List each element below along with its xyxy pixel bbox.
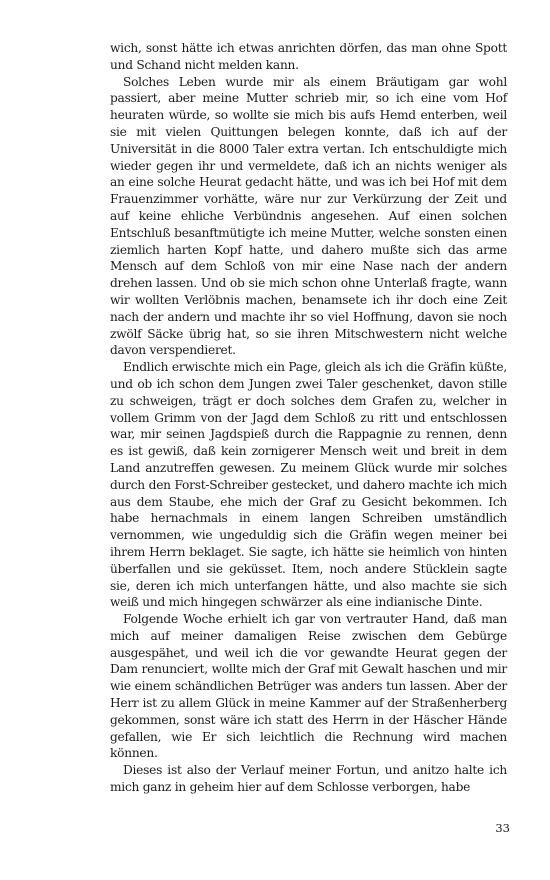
paragraph-1: wich, sonst hätte ich etwas anrichten dörfen, das man ohne Spott und Schand nicht melden kann. [110,41,507,72]
paragraph-3: Endlich erwischte mich ein Page, gleich als ich die Gräfin küßte, und ob ich schon dem Jungen zwei Taler geschenket, davon stille zu schweigen, trägt er doch solches dem Grafen zu, welcher in vollem Grimm von der Jagd dem Schloß zu ritt und entschlossen war, mir seinen Jagdspieß durch die Rappagnie zu rennen, denn es ist gewiß, daß kein zornigerer Mensch weit und breit in dem Land anzutreffen gewesen. Zu meinem Glück wurde mir solches durch den Forst-Schreiber gestecket, und dahero machte ich mich aus dem Staube, ehe mich der Graf zu Gesicht bekommen. Ich habe hernachmals in einem langen Schreiben umständlich vernommen, wie ungeduldig sich die Gräfin wegen meiner bei ihrem Herrn beklaget. Sie sagte, ich hätte sie heimlich von hinten überfallen und sie geküsset. Item, noch andere Stücklein sagte sie, deren ich mich unterfangen hätte, und also machte sie sich weiß und mich hingegen schwärzer als eine indianische Dinte. [110,360,507,610]
paragraph-2: Solches Leben wurde mir als einem Bräutigam gar wohl passiert, aber meine Mutter schrieb mir, so ich eine vom Hof heuraten würde, so wollte sie mich bis aufs Hemd enterben, weil sie mit vielen Quittungen belegen konnte, daß ich auf der Universität in die 8000 Taler extra vertan. Ich entschuldigte mich wieder gegen ihr und vermeldete, daß ich an nichts weniger als an eine solche Heurat gedacht hätte, und was ich bei Hof mit dem Frauenzimmer vorhätte, wäre nur zur Verkürzung der Zeit und auf keine ehliche Verbündnis angesehen. Auf einen solchen Entschluß besanftmütigte ich meine Mutter, welche sonsten einen ziemlich harten Kopf hatte, und dahero mußte sich das arme Mensch auf dem Schloß von mir eine Nase nach der andern drehen lassen. Und ob sie mich schon ohne Unterlaß fragte, wann wir wollten Verlöbnis machen, benamsete ich ihr doch eine Zeit nach der andern und machte ihr so viel Hoffnung, davon sie noch zwölf Säcke übrig hat, so sie ihren Mitschwestern nicht welche davon verspendieret. [110,74,507,358]
body-text [110,40,507,796]
paragraph-5: Dieses ist also der Verlauf meiner Fortun, und anitzo halte ich mich ganz in geheim hier auf dem Schlosse verborgen, habe [110,763,507,795]
paragraph-4: Folgende Woche erhielt ich gar von vertrauter Hand, daß man mich auf meiner damaligen Reise zwischen dem Gebürge ausgespähet, und weil ich die vor gewandte Heurat gegen der Dam renunciert, wollte mich der Graf mit Gewalt haschen und mir wie einem schändlichen Betrüger was anders tun lassen. Aber der Herr ist zu allem Glück in meine Kammer auf der Straßenherberg gekommen, sonst wäre ich statt des Herrn in der Häscher Hände gefallen, wie Er sich leichtlich die Rechnung wird machen können. [110,612,507,761]
page-number: 33 [495,821,510,835]
